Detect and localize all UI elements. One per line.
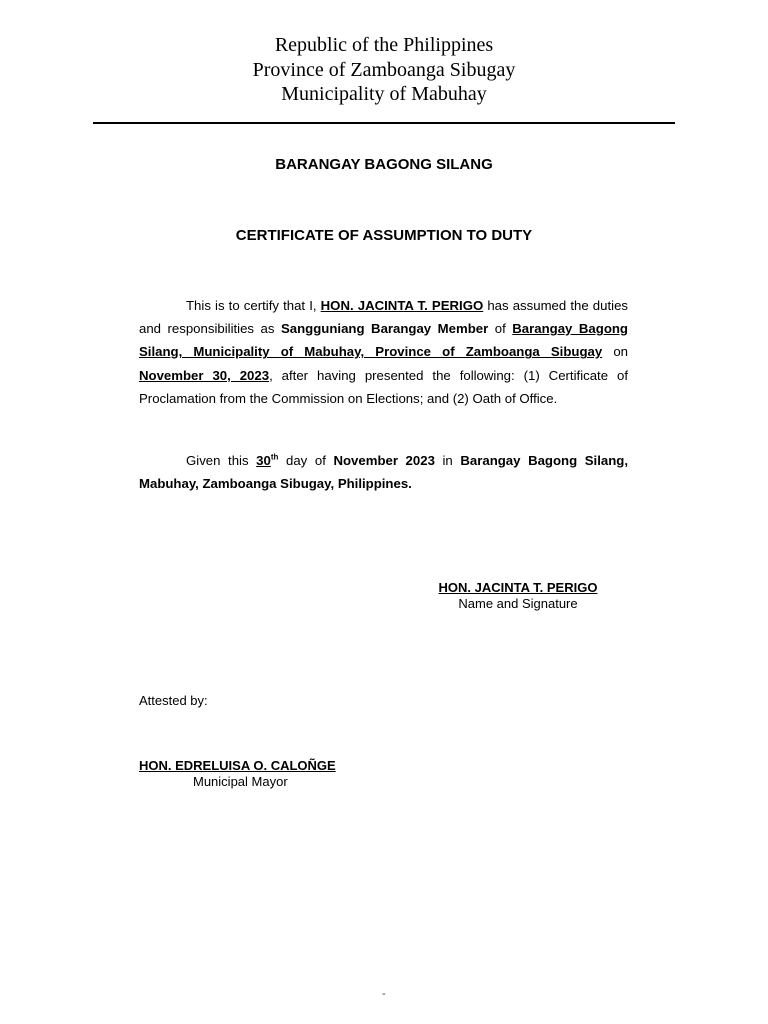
given-month: November 2023: [333, 453, 435, 468]
barangay-title: BARANGAY BAGONG SILANG: [275, 156, 493, 173]
assignment-place: Barangay Bagong Silang, Municipality of Mabuhay, Province of Zamboanga Sibugay: [139, 321, 628, 360]
page-mark: -: [382, 988, 386, 1000]
p1-on: on: [602, 344, 628, 360]
p1-after-name: has assumed the duties and responsibilities as: [139, 298, 628, 337]
given-day-suffix: th: [270, 452, 279, 462]
mayor-block: [139, 758, 336, 790]
certificate-title: CERTIFICATE OF ASSUMPTION TO DUTY: [235, 227, 533, 244]
given-paragraph: [139, 449, 628, 495]
p2-in: in: [434, 453, 461, 468]
p2-dayof: day of: [278, 453, 334, 468]
given-place: Barangay Bagong Silang, Mabuhay, Zamboanga Sibugay, Philippines.: [139, 453, 628, 492]
mayor-name: HON. EDRELUISA O. CALOÑGE: [139, 758, 336, 773]
mayor-title: Municipal Mayor: [193, 774, 288, 789]
given-day: 30: [256, 453, 271, 468]
letterhead: [0, 33, 768, 107]
p1-rest: , after having presented the following: (1) Certificate of Proclamation from the Commission on Elections; and (2) Oath of Office.: [139, 367, 628, 406]
assumption-date: November 30, 2023: [139, 367, 270, 383]
header-divider: [93, 122, 675, 124]
letterhead-municipality: Municipality of Mabuhay: [281, 83, 487, 105]
position-title: Sangguniang Barangay Member: [281, 321, 489, 337]
signatory-block: [412, 580, 624, 612]
signatory-name: HON. JACINTA T. PERIGO: [438, 580, 598, 595]
certifier-name: HON. JACINTA T. PERIGO: [320, 298, 484, 313]
letterhead-country: Republic of the Philippines: [274, 34, 494, 56]
signatory-caption: Name and Signature: [458, 596, 578, 611]
p2-given: Given this: [186, 453, 257, 468]
certification-paragraph: [139, 294, 628, 410]
p1-of: of: [488, 321, 513, 337]
letterhead-province: Province of Zamboanga Sibugay: [252, 58, 516, 81]
p1-intro: This is to certify that I,: [186, 298, 321, 313]
attested-label: Attested by:: [139, 693, 208, 708]
